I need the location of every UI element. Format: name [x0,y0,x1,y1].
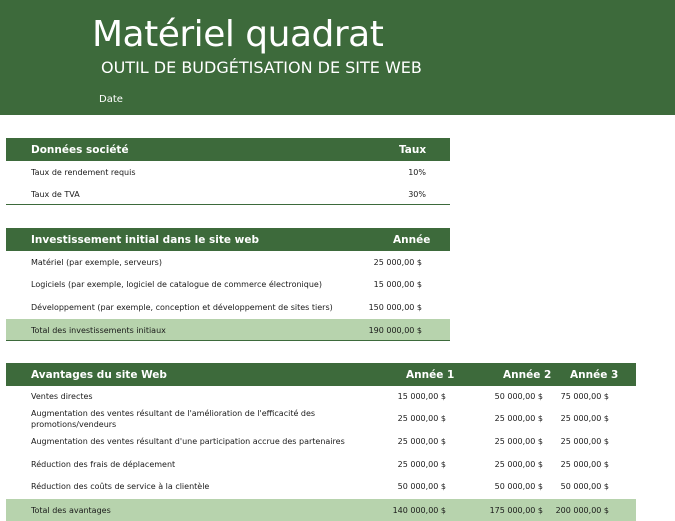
year-1-total[interactable]: 140 000,00 $ [392,506,446,515]
company-data-header-label: Données société [31,144,129,156]
table-row[interactable] [6,296,450,319]
year-1-value[interactable]: 25 000,00 $ [397,460,446,469]
row-label: Développement (par exemple, conception et développement de sites tiers) [31,303,333,312]
row-label: Augmentation des ventes résultant d'une participation accrue des partenaires [31,437,345,446]
investment-table [6,228,450,341]
company-data-table [6,138,450,205]
row-value[interactable]: 150 000,00 $ [368,303,422,312]
year-1-value[interactable]: 50 000,00 $ [397,482,446,491]
year-2-total[interactable]: 175 000,00 $ [489,506,543,515]
investment-header-label: Investissement initial dans le site web [31,234,260,246]
year-1-value[interactable]: 15 000,00 $ [397,392,446,401]
page-subtitle: OUTIL DE BUDGÉTISATION DE SITE WEB [101,58,422,77]
benefits-header-label: Avantages du site Web [31,369,167,381]
table-row[interactable] [6,251,450,273]
company-data-header [6,138,450,161]
table-row[interactable] [6,183,450,205]
year-1-value[interactable]: 25 000,00 $ [397,437,446,446]
year-3-value[interactable]: 25 000,00 $ [560,437,609,446]
row-label: Augmentation des ventes résultant de l'amélioration de l'efficacité des promotions/vendeurs [31,409,316,429]
year-3-value[interactable]: 50 000,00 $ [560,482,609,491]
table-row[interactable] [6,431,636,454]
total-value[interactable]: 190 000,00 $ [368,326,422,335]
row-label: Taux de rendement requis [31,168,136,177]
year-1-value[interactable]: 25 000,00 $ [397,414,446,423]
total-row[interactable] [6,319,450,341]
table-row[interactable] [6,408,636,431]
table-row[interactable] [6,273,450,296]
row-label: Réduction des frais de déplacement [31,460,176,469]
year-1-header: Année 1 [406,369,455,381]
row-label: Logiciels (par exemple, logiciel de catalogue de commerce électronique) [31,280,322,289]
table-row[interactable] [6,476,636,499]
row-label: Ventes directes [31,392,93,401]
row-value[interactable]: 15 000,00 $ [373,280,422,289]
year-2-value[interactable]: 25 000,00 $ [494,460,543,469]
table-bottom-rule [6,204,450,205]
benefits-table [6,363,636,521]
year-2-header: Année 2 [503,369,552,381]
row-value[interactable]: 25 000,00 $ [373,258,422,267]
total-label: Total des investissements initiaux [31,326,166,335]
year-3-value[interactable]: 75 000,00 $ [560,392,609,401]
table-row[interactable] [6,161,450,183]
year-3-total[interactable]: 200 000,00 $ [555,506,609,515]
row-label: Matériel (par exemple, serveurs) [31,258,162,267]
row-label: Réduction des coûts de service à la clientèle [31,482,210,491]
investment-header [6,228,450,251]
year-2-value[interactable]: 50 000,00 $ [494,482,543,491]
year-2-value[interactable]: 25 000,00 $ [494,414,543,423]
title-banner [0,0,675,115]
year-2-value[interactable]: 25 000,00 $ [494,437,543,446]
total-label: Total des avantages [31,506,111,515]
investment-year-header: Année [393,234,431,246]
year-3-value[interactable]: 25 000,00 $ [560,460,609,469]
table-bottom-rule [6,340,450,341]
total-row[interactable] [6,499,636,521]
year-2-value[interactable]: 50 000,00 $ [494,392,543,401]
row-value[interactable]: 30% [408,190,426,199]
row-label: Taux de TVA [31,190,80,199]
year-3-header: Année 3 [570,369,619,381]
date-label[interactable]: Date [99,94,123,105]
table-row[interactable] [6,454,636,476]
row-value[interactable]: 10% [408,168,426,177]
page-title: Matériel quadrat [92,14,384,55]
year-3-value[interactable]: 25 000,00 $ [560,414,609,423]
table-row[interactable] [6,386,636,408]
benefits-header [6,363,636,386]
company-rate-header: Taux [399,144,427,156]
